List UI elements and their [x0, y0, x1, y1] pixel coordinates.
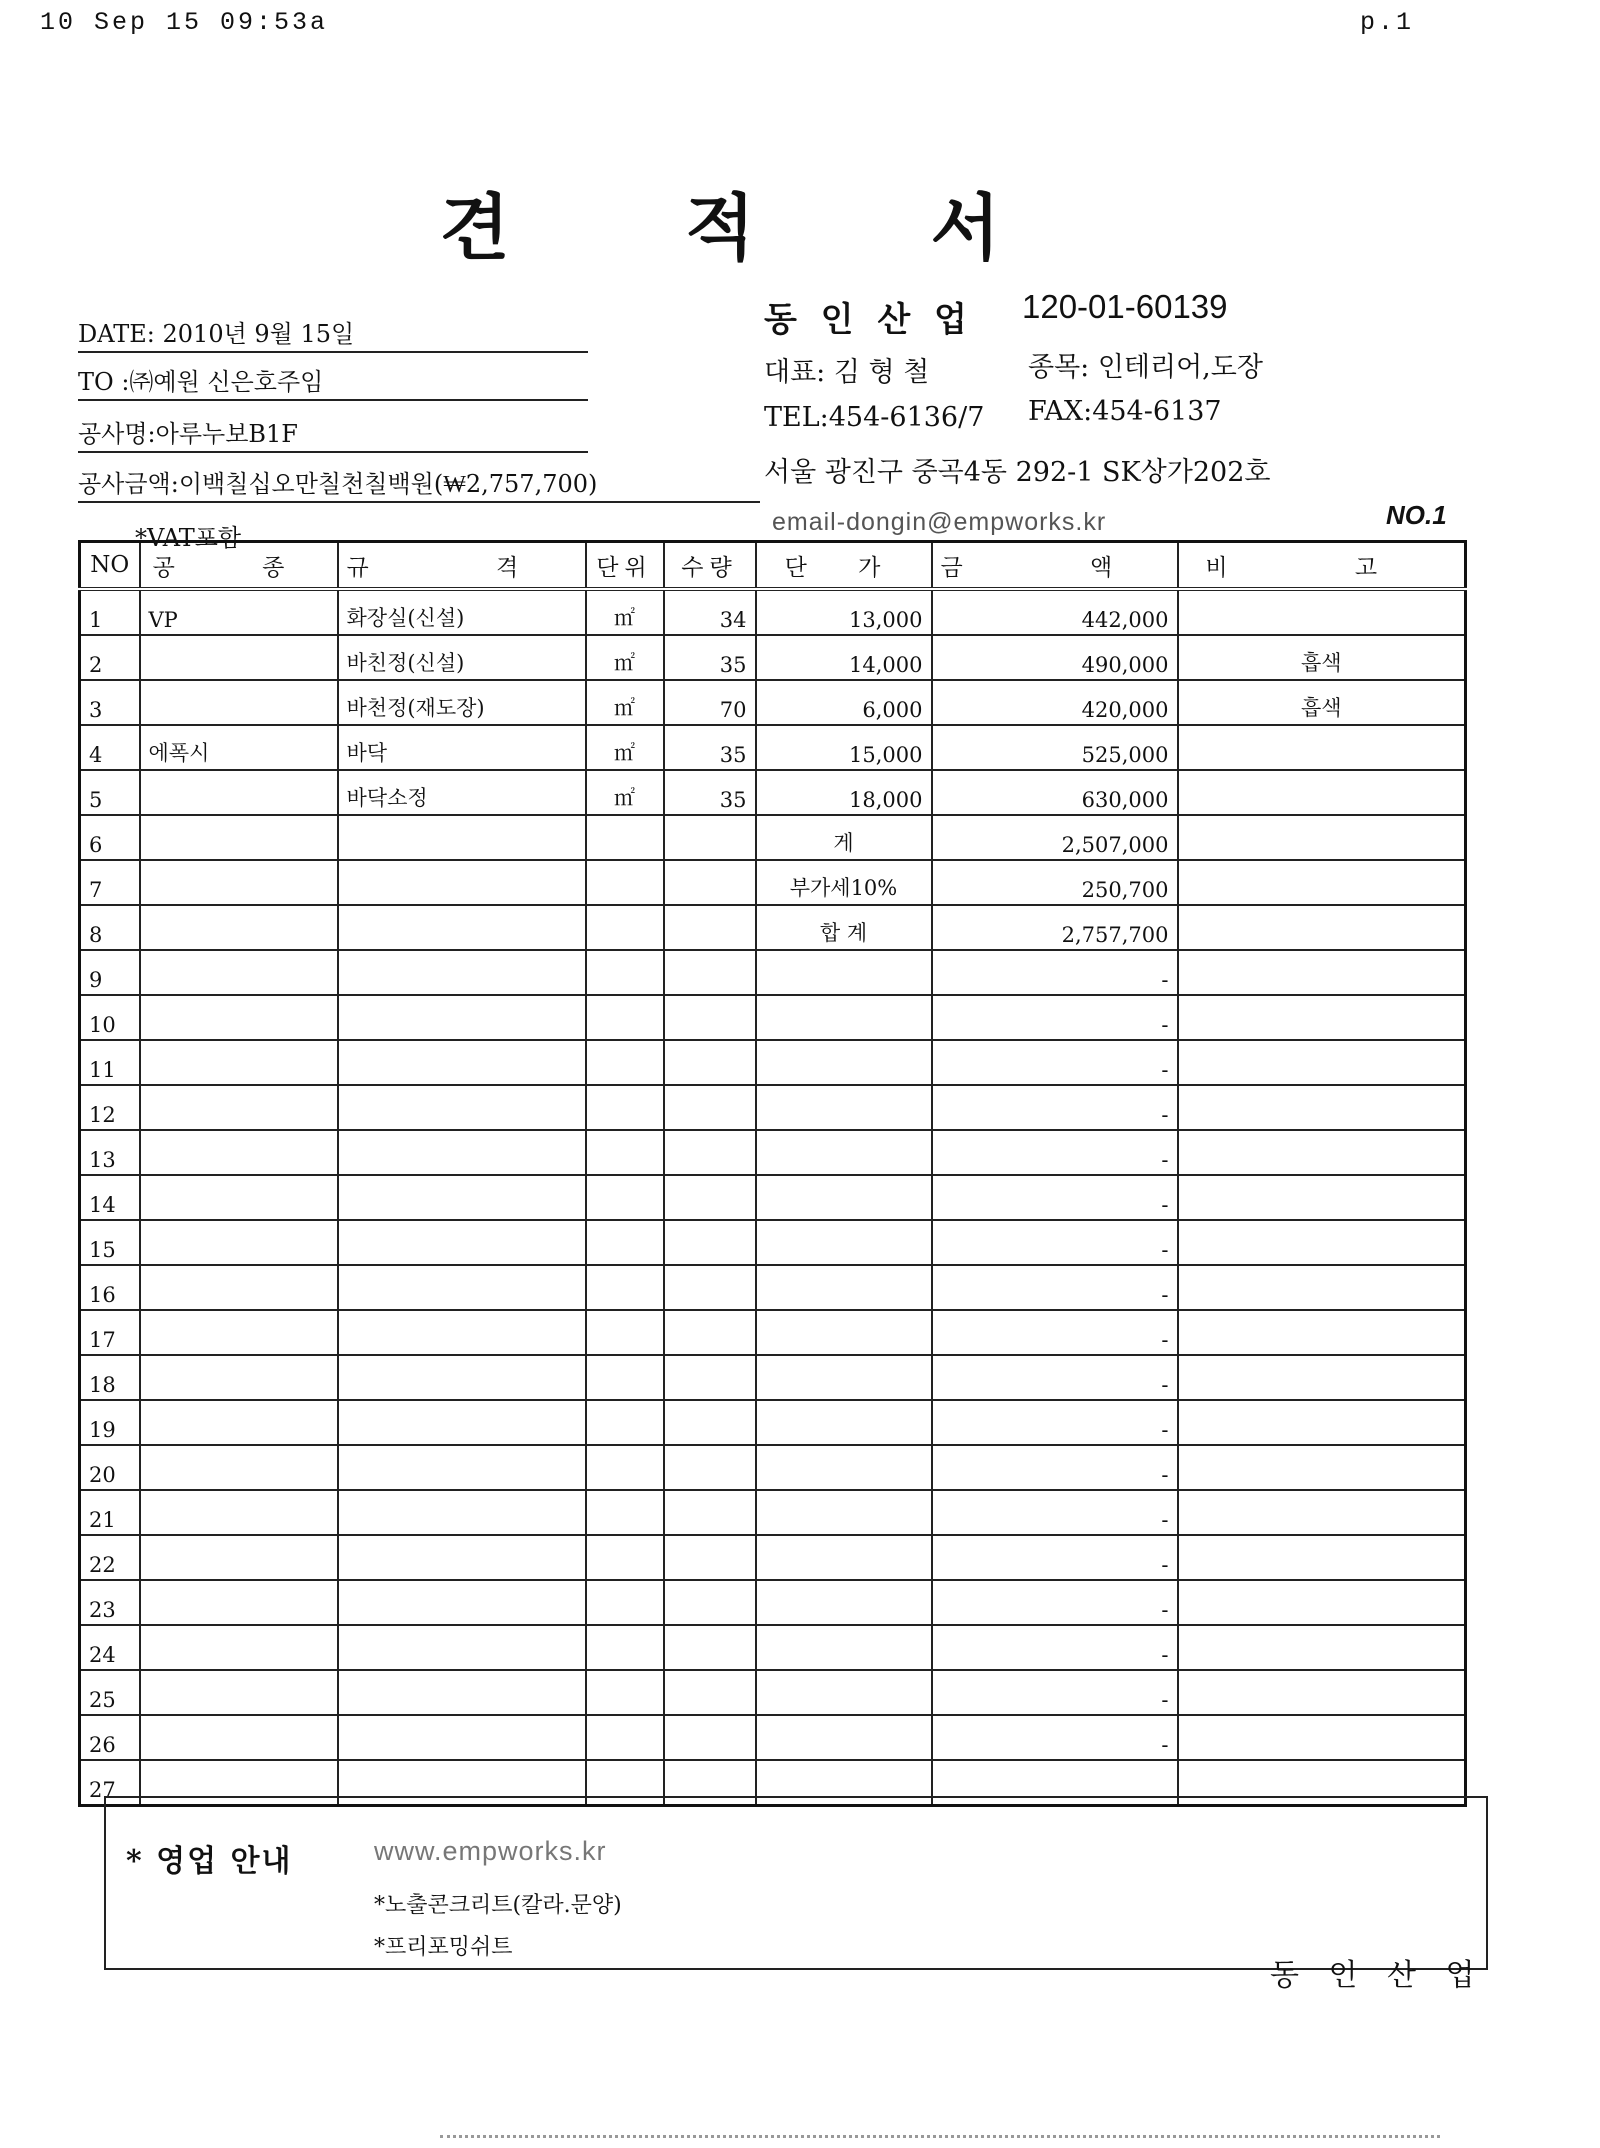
cell-remarks — [1178, 1265, 1466, 1310]
cell-quantity — [664, 1580, 756, 1625]
table-row — [80, 1040, 1466, 1085]
cell-no: 2 — [80, 635, 140, 680]
cell-amount: - — [932, 1670, 1178, 1715]
cell-quantity: 35 — [664, 635, 756, 680]
cell-amount: - — [932, 1490, 1178, 1535]
cell-remarks — [1178, 905, 1466, 950]
cell-spec — [338, 1580, 586, 1625]
contract-amount-line: 공사금액:이백칠십오만칠천칠백원(₩2,757,700) — [78, 464, 760, 503]
cell-remarks — [1178, 1220, 1466, 1265]
cell-no: 23 — [80, 1580, 140, 1625]
header-unit: 단위 — [586, 542, 664, 590]
title-char: 서 — [930, 185, 1000, 270]
cell-amount: - — [932, 1355, 1178, 1400]
cell-unit — [586, 1670, 664, 1715]
header-trade: 공 종 — [140, 542, 338, 590]
cell-amount: - — [932, 1400, 1178, 1445]
cell-quantity — [664, 1400, 756, 1445]
cell-unit-price: 14,000 — [756, 635, 932, 680]
cell-amount: 250,700 — [932, 860, 1178, 905]
cell-trade — [140, 950, 338, 995]
cell-unit — [586, 1445, 664, 1490]
table-row — [80, 860, 1466, 905]
cell-trade: VP — [140, 589, 338, 635]
cell-unit-price — [756, 1670, 932, 1715]
cell-spec: 바닥 — [338, 725, 586, 770]
cell-remarks — [1178, 1355, 1466, 1400]
table-row — [80, 1265, 1466, 1310]
cell-no: 1 — [80, 589, 140, 635]
cell-remarks — [1178, 1400, 1466, 1445]
cell-no: 25 — [80, 1670, 140, 1715]
cell-unit-price: 18,000 — [756, 770, 932, 815]
cell-remarks — [1178, 1445, 1466, 1490]
cell-unit — [586, 1310, 664, 1355]
cell-trade — [140, 680, 338, 725]
cell-quantity: 35 — [664, 725, 756, 770]
cell-quantity — [664, 1085, 756, 1130]
cell-remarks — [1178, 815, 1466, 860]
cell-quantity — [664, 1535, 756, 1580]
cell-remarks — [1178, 860, 1466, 905]
cell-trade — [140, 770, 338, 815]
cell-remarks: 흡색 — [1178, 635, 1466, 680]
business-type: 종목: 인테리어,도장 — [1028, 352, 1263, 383]
cell-trade — [140, 815, 338, 860]
cell-unit-price: 부가세10% — [756, 860, 932, 905]
cell-no: 24 — [80, 1625, 140, 1670]
cell-remarks — [1178, 1670, 1466, 1715]
cell-amount: - — [932, 1085, 1178, 1130]
company-email: email-dongin@empworks.kr — [772, 508, 1107, 536]
table-row — [80, 1175, 1466, 1220]
title-char: 견 — [440, 185, 510, 270]
cell-trade — [140, 1085, 338, 1130]
cell-unit-price — [756, 1040, 932, 1085]
cell-amount: - — [932, 1310, 1178, 1355]
cell-amount: - — [932, 1265, 1178, 1310]
table-row — [80, 1400, 1466, 1445]
table-row — [80, 1445, 1466, 1490]
cell-trade — [140, 1310, 338, 1355]
cell-trade — [140, 1130, 338, 1175]
cell-quantity: 70 — [664, 680, 756, 725]
cell-no: 14 — [80, 1175, 140, 1220]
cell-spec — [338, 1175, 586, 1220]
cell-no: 10 — [80, 995, 140, 1040]
cell-spec — [338, 1490, 586, 1535]
cell-amount: - — [932, 950, 1178, 995]
cell-trade — [140, 1220, 338, 1265]
cell-unit-price: 15,000 — [756, 725, 932, 770]
cell-unit — [586, 1715, 664, 1760]
company-ceo: 대표: 김 형 철 — [764, 357, 930, 388]
cell-quantity — [664, 1625, 756, 1670]
cell-quantity — [664, 1175, 756, 1220]
cell-no: 26 — [80, 1715, 140, 1760]
cell-unit-price: 6,000 — [756, 680, 932, 725]
cell-trade — [140, 1670, 338, 1715]
cell-remarks: 흡색 — [1178, 680, 1466, 725]
cell-unit — [586, 1400, 664, 1445]
cell-amount: 420,000 — [932, 680, 1178, 725]
cell-unit — [586, 1040, 664, 1085]
cell-spec — [338, 1040, 586, 1085]
sales-website: www.empworks.kr — [374, 1836, 607, 1866]
cell-unit-price — [756, 1310, 932, 1355]
cell-unit-price — [756, 1220, 932, 1265]
cell-spec: 바친정(신설) — [338, 635, 586, 680]
cell-remarks — [1178, 1535, 1466, 1580]
cell-no: 6 — [80, 815, 140, 860]
cell-trade — [140, 1490, 338, 1535]
cell-remarks — [1178, 725, 1466, 770]
cell-amount: 2,757,700 — [932, 905, 1178, 950]
cell-spec — [338, 1085, 586, 1130]
cell-unit — [586, 1355, 664, 1400]
cell-amount: - — [932, 1715, 1178, 1760]
cell-amount: - — [932, 1130, 1178, 1175]
cell-trade — [140, 1625, 338, 1670]
cell-quantity — [664, 1310, 756, 1355]
cell-quantity — [664, 1040, 756, 1085]
cell-unit — [586, 950, 664, 995]
cell-unit: ㎡ — [586, 680, 664, 725]
cell-unit: ㎡ — [586, 589, 664, 635]
cell-no: 9 — [80, 950, 140, 995]
cell-quantity — [664, 1715, 756, 1760]
vat-note: *VAT포함 — [135, 524, 242, 552]
table-row — [80, 1310, 1466, 1355]
cell-spec: 바천정(재도장) — [338, 680, 586, 725]
cell-spec — [338, 995, 586, 1040]
cell-unit-price: 게 — [756, 815, 932, 860]
cell-unit: ㎡ — [586, 635, 664, 680]
company-fax: FAX:454-6137 — [1028, 396, 1222, 427]
table-row — [80, 905, 1466, 950]
cell-remarks — [1178, 770, 1466, 815]
cell-no: 8 — [80, 905, 140, 950]
table-row — [80, 815, 1466, 860]
cell-trade — [140, 635, 338, 680]
cell-unit-price — [756, 1085, 932, 1130]
cell-spec — [338, 1400, 586, 1445]
cell-unit-price — [756, 1355, 932, 1400]
cell-remarks — [1178, 1580, 1466, 1625]
cell-quantity — [664, 950, 756, 995]
cell-quantity — [664, 1490, 756, 1535]
cell-spec: 바닥소정 — [338, 770, 586, 815]
cell-unit: ㎡ — [586, 770, 664, 815]
cell-amount: 490,000 — [932, 635, 1178, 680]
cell-trade — [140, 905, 338, 950]
cell-spec — [338, 1355, 586, 1400]
cell-remarks — [1178, 1625, 1466, 1670]
cell-trade — [140, 1580, 338, 1625]
cell-quantity — [664, 1220, 756, 1265]
cell-unit-price: 13,000 — [756, 589, 932, 635]
cell-amount: - — [932, 1445, 1178, 1490]
cell-no: 17 — [80, 1310, 140, 1355]
cell-spec — [338, 1445, 586, 1490]
cell-remarks — [1178, 995, 1466, 1040]
cell-unit — [586, 1265, 664, 1310]
cell-unit — [586, 1130, 664, 1175]
cell-quantity — [664, 1265, 756, 1310]
cell-unit — [586, 1490, 664, 1535]
company-address: 서울 광진구 중곡4동 292-1 SK상가202호 — [764, 457, 1271, 488]
cell-remarks — [1178, 589, 1466, 635]
cell-remarks — [1178, 1310, 1466, 1355]
cell-remarks — [1178, 1175, 1466, 1220]
project-name-line: 공사명:아루누보B1F — [78, 414, 588, 453]
cell-remarks — [1178, 1130, 1466, 1175]
cell-no: 13 — [80, 1130, 140, 1175]
company-tel: TEL:454-6136/7 — [764, 402, 985, 433]
cell-unit-price: 합 계 — [756, 905, 932, 950]
cell-unit — [586, 1175, 664, 1220]
table-row — [80, 1220, 1466, 1265]
cell-amount: - — [932, 1175, 1178, 1220]
estimate-table — [78, 540, 1467, 1807]
cell-unit-price — [756, 950, 932, 995]
header-spec: 규 격 — [338, 542, 586, 590]
table-row — [80, 1580, 1466, 1625]
cell-unit — [586, 1085, 664, 1130]
document-title — [440, 170, 1000, 274]
cell-trade — [140, 1400, 338, 1445]
cell-spec — [338, 1670, 586, 1715]
table-row — [80, 1670, 1466, 1715]
cell-no: 27 — [80, 1760, 140, 1806]
table-row — [80, 725, 1466, 770]
cell-quantity — [664, 1670, 756, 1715]
company-name: 동 인 산 업 — [764, 300, 973, 340]
cell-spec — [338, 1625, 586, 1670]
cell-spec: 화장실(신설) — [338, 589, 586, 635]
fax-page-number: p.1 — [1360, 8, 1415, 37]
header-amount: 금 액 — [932, 542, 1178, 590]
cell-no: 16 — [80, 1265, 140, 1310]
cell-no: 3 — [80, 680, 140, 725]
table-row — [80, 589, 1466, 635]
header-unit-price: 단 가 — [756, 542, 932, 590]
cell-remarks — [1178, 1040, 1466, 1085]
cell-unit-price — [756, 1265, 932, 1310]
cell-spec — [338, 905, 586, 950]
table-row — [80, 1535, 1466, 1580]
sales-info-box — [104, 1796, 1488, 1970]
cell-amount: 630,000 — [932, 770, 1178, 815]
cell-unit — [586, 815, 664, 860]
cell-unit: ㎡ — [586, 725, 664, 770]
cell-no: 22 — [80, 1535, 140, 1580]
cell-unit-price — [756, 1580, 932, 1625]
cell-amount: - — [932, 1040, 1178, 1085]
cell-unit-price — [756, 1625, 932, 1670]
cell-remarks — [1178, 950, 1466, 995]
cell-unit — [586, 860, 664, 905]
cell-amount: - — [932, 995, 1178, 1040]
cell-amount: 442,000 — [932, 589, 1178, 635]
cell-no: 12 — [80, 1085, 140, 1130]
table-row — [80, 1715, 1466, 1760]
cell-spec — [338, 1220, 586, 1265]
cell-quantity — [664, 1130, 756, 1175]
cell-spec — [338, 950, 586, 995]
cell-trade — [140, 995, 338, 1040]
document-number: NO.1 — [1386, 500, 1447, 530]
cell-quantity — [664, 815, 756, 860]
cell-no: 18 — [80, 1355, 140, 1400]
cell-trade — [140, 1265, 338, 1310]
cell-remarks — [1178, 1085, 1466, 1130]
cell-spec — [338, 815, 586, 860]
cell-unit-price — [756, 995, 932, 1040]
cell-unit — [586, 1625, 664, 1670]
table-row — [80, 635, 1466, 680]
cell-quantity — [664, 860, 756, 905]
cell-unit — [586, 1580, 664, 1625]
cell-no: 15 — [80, 1220, 140, 1265]
cell-no: 7 — [80, 860, 140, 905]
fax-timestamp: 10 Sep 15 09:53a — [40, 8, 329, 37]
header-no: NO — [80, 542, 140, 590]
cell-amount: - — [932, 1580, 1178, 1625]
cell-spec — [338, 1265, 586, 1310]
cell-quantity — [664, 905, 756, 950]
cell-spec — [338, 1715, 586, 1760]
footer-company-name: 동 인 산 업 — [1270, 1958, 1485, 1993]
cell-amount: - — [932, 1535, 1178, 1580]
cell-no: 20 — [80, 1445, 140, 1490]
cell-unit-price — [756, 1535, 932, 1580]
cell-unit — [586, 995, 664, 1040]
table-row — [80, 770, 1466, 815]
sales-item: *프리포밍쉬트 — [374, 1935, 513, 1960]
cell-unit-price — [756, 1400, 932, 1445]
cell-no: 21 — [80, 1490, 140, 1535]
cell-trade — [140, 1445, 338, 1490]
cell-spec — [338, 1535, 586, 1580]
cell-unit-price — [756, 1130, 932, 1175]
cell-trade — [140, 1175, 338, 1220]
header-quantity: 수량 — [664, 542, 756, 590]
cell-quantity — [664, 1355, 756, 1400]
cell-remarks — [1178, 1715, 1466, 1760]
cell-no: 4 — [80, 725, 140, 770]
cell-amount: - — [932, 1220, 1178, 1265]
cell-amount: 2,507,000 — [932, 815, 1178, 860]
cell-trade — [140, 1535, 338, 1580]
cell-unit-price — [756, 1445, 932, 1490]
sales-info-title: * 영업 안내 — [126, 1844, 293, 1879]
table-row — [80, 680, 1466, 725]
cell-spec — [338, 1130, 586, 1175]
cell-quantity — [664, 995, 756, 1040]
cell-trade: 에폭시 — [140, 725, 338, 770]
cell-spec — [338, 1310, 586, 1355]
cell-no: 11 — [80, 1040, 140, 1085]
table-header-row — [80, 542, 1466, 590]
cell-unit-price — [756, 1490, 932, 1535]
table-row — [80, 1490, 1466, 1535]
cell-unit — [586, 1535, 664, 1580]
cell-remarks — [1178, 1490, 1466, 1535]
cell-amount: - — [932, 1625, 1178, 1670]
business-registration-number: 120-01-60139 — [1022, 288, 1228, 325]
header-remarks: 비 고 — [1178, 542, 1466, 590]
table-row — [80, 995, 1466, 1040]
table-row — [80, 1355, 1466, 1400]
cell-spec — [338, 860, 586, 905]
cell-unit-price — [756, 1175, 932, 1220]
cell-trade — [140, 1355, 338, 1400]
cell-unit — [586, 1220, 664, 1265]
table-row — [80, 1625, 1466, 1670]
recipient-line: TO :㈜예원 신은호주임 — [78, 362, 588, 401]
cell-no: 5 — [80, 770, 140, 815]
cell-quantity — [664, 1445, 756, 1490]
scan-noise-line — [440, 2135, 1440, 2138]
cell-amount: 525,000 — [932, 725, 1178, 770]
table-row — [80, 1085, 1466, 1130]
cell-no: 19 — [80, 1400, 140, 1445]
cell-quantity: 35 — [664, 770, 756, 815]
cell-trade — [140, 860, 338, 905]
cell-quantity: 34 — [664, 589, 756, 635]
date-line: DATE: 2010년 9월 15일 — [78, 314, 588, 353]
table-row — [80, 950, 1466, 995]
cell-unit-price — [756, 1715, 932, 1760]
sales-item: *노출콘크리트(칼라.문양) — [374, 1893, 622, 1918]
table-row — [80, 1130, 1466, 1175]
cell-unit — [586, 905, 664, 950]
cell-trade — [140, 1715, 338, 1760]
title-char: 적 — [685, 185, 755, 270]
cell-trade — [140, 1040, 338, 1085]
